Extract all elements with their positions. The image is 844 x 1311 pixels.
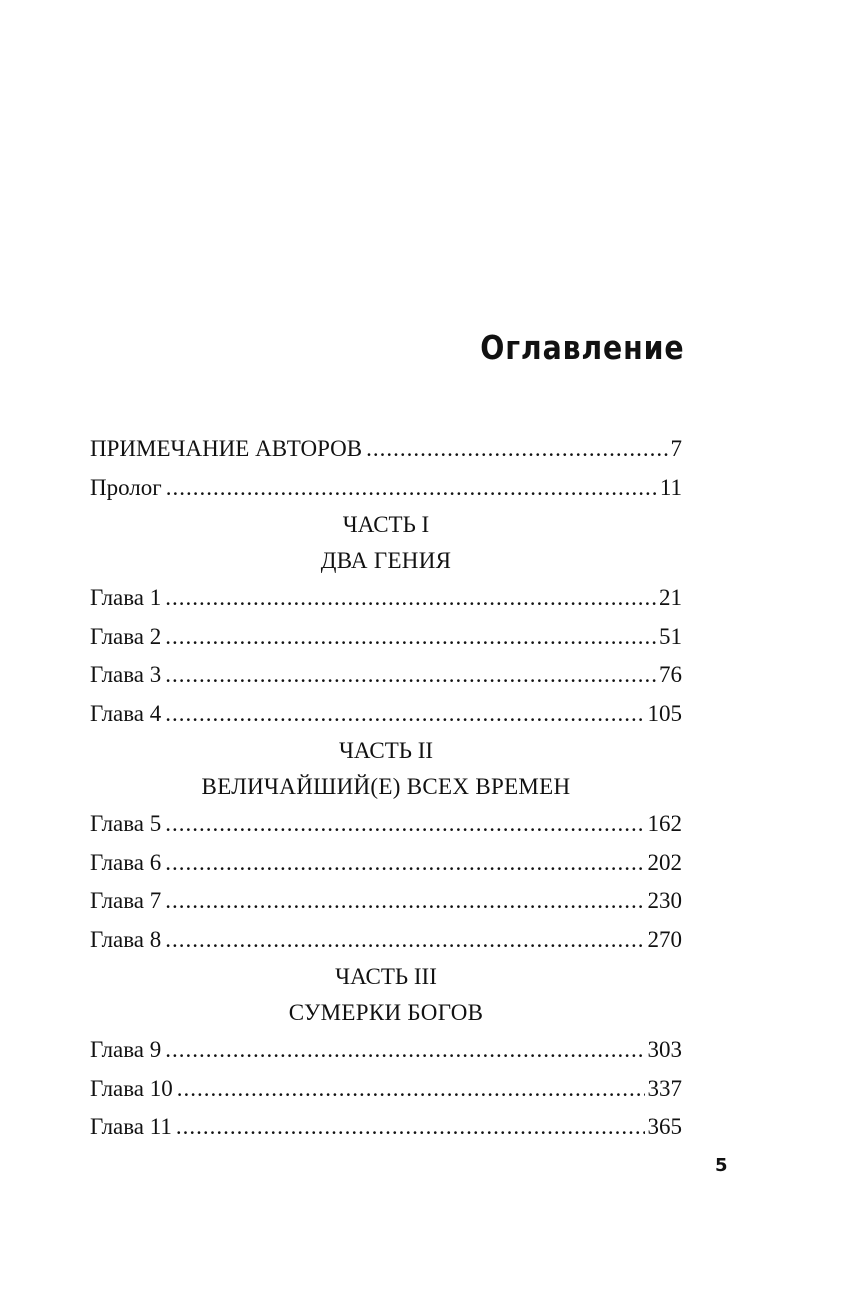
part-subtitle: ВЕЛИЧАЙШИЙ(Е) ВСЕХ ВРЕМЕН	[201, 774, 571, 799]
toc-entry-page: 162	[647, 811, 682, 836]
dot-leader	[165, 882, 644, 921]
toc-entry-chapter[interactable]	[90, 1070, 682, 1109]
toc-entry-page: 202	[647, 849, 682, 875]
toc-entry-label: ПРИМЕЧАНИЕ АВТОРОВ	[90, 436, 363, 461]
toc-entry-chapter[interactable]	[90, 695, 682, 734]
dot-leader	[165, 1031, 644, 1070]
toc-entry-chapter[interactable]	[90, 618, 682, 657]
toc-entry-prologue[interactable]	[90, 469, 682, 508]
toc-entry-chapter[interactable]	[90, 1031, 682, 1070]
dot-leader	[366, 430, 667, 469]
toc-entry-label: Пролог	[90, 474, 162, 500]
part-heading: ЧАСТЬ III	[335, 964, 437, 989]
toc-entry-chapter[interactable]	[90, 921, 682, 960]
toc-entry-authors-note[interactable]	[90, 430, 682, 469]
dot-leader	[176, 1108, 645, 1147]
toc-entry-page: 365	[647, 1114, 682, 1139]
dot-leader	[165, 695, 644, 734]
toc-entry-label: Глава 7	[90, 888, 162, 913]
toc-entry-page: 270	[647, 926, 682, 952]
toc-entry-page: 76	[659, 662, 682, 687]
toc-entry-chapter[interactable]	[90, 1108, 682, 1147]
toc-entry-page: 7	[670, 436, 682, 461]
part-heading: ЧАСТЬ II	[338, 738, 434, 763]
toc-entry-label: Глава 1	[90, 585, 162, 610]
page-title: Оглавление	[479, 328, 684, 367]
toc-entry-label: Глава 10	[90, 1075, 173, 1101]
toc-entry-chapter[interactable]	[90, 656, 682, 695]
part-subtitle: СУМЕРКИ БОГОВ	[288, 1000, 484, 1025]
dot-leader	[165, 844, 644, 883]
toc-entry-label: Глава 2	[90, 623, 162, 649]
toc-entry-chapter[interactable]	[90, 579, 682, 618]
toc-entry-chapter[interactable]	[90, 844, 682, 883]
toc-entry-page: 337	[647, 1075, 682, 1101]
toc-entry-page: 105	[647, 700, 682, 726]
toc-entry-label: Глава 9	[90, 1037, 162, 1062]
toc-entry-label: Глава 11	[90, 1114, 172, 1139]
dot-leader	[166, 469, 657, 508]
toc-entry-page: 230	[647, 888, 682, 913]
toc-entry-label: Глава 8	[90, 926, 162, 952]
dot-leader	[165, 618, 656, 657]
toc-entry-page: 303	[647, 1037, 682, 1062]
toc-entry-page: 11	[659, 474, 682, 500]
page-number: 5	[715, 1155, 728, 1176]
toc-entry-label: Глава 5	[90, 811, 162, 836]
dot-leader	[165, 656, 656, 695]
toc-entry-page: 21	[659, 585, 682, 610]
dot-leader	[165, 579, 656, 618]
toc-entry-chapter[interactable]	[90, 882, 682, 921]
toc-entry-page: 51	[659, 623, 682, 649]
part-heading: ЧАСТЬ I	[342, 512, 430, 537]
dot-leader	[165, 921, 644, 960]
part-subtitle: ДВА ГЕНИЯ	[320, 548, 452, 573]
toc-entry-chapter[interactable]	[90, 805, 682, 844]
dot-leader	[177, 1070, 645, 1109]
table-of-contents	[90, 430, 682, 1147]
toc-entry-label: Глава 3	[90, 662, 162, 687]
dot-leader	[165, 805, 644, 844]
toc-entry-label: Глава 4	[90, 700, 162, 726]
toc-entry-label: Глава 6	[90, 849, 162, 875]
